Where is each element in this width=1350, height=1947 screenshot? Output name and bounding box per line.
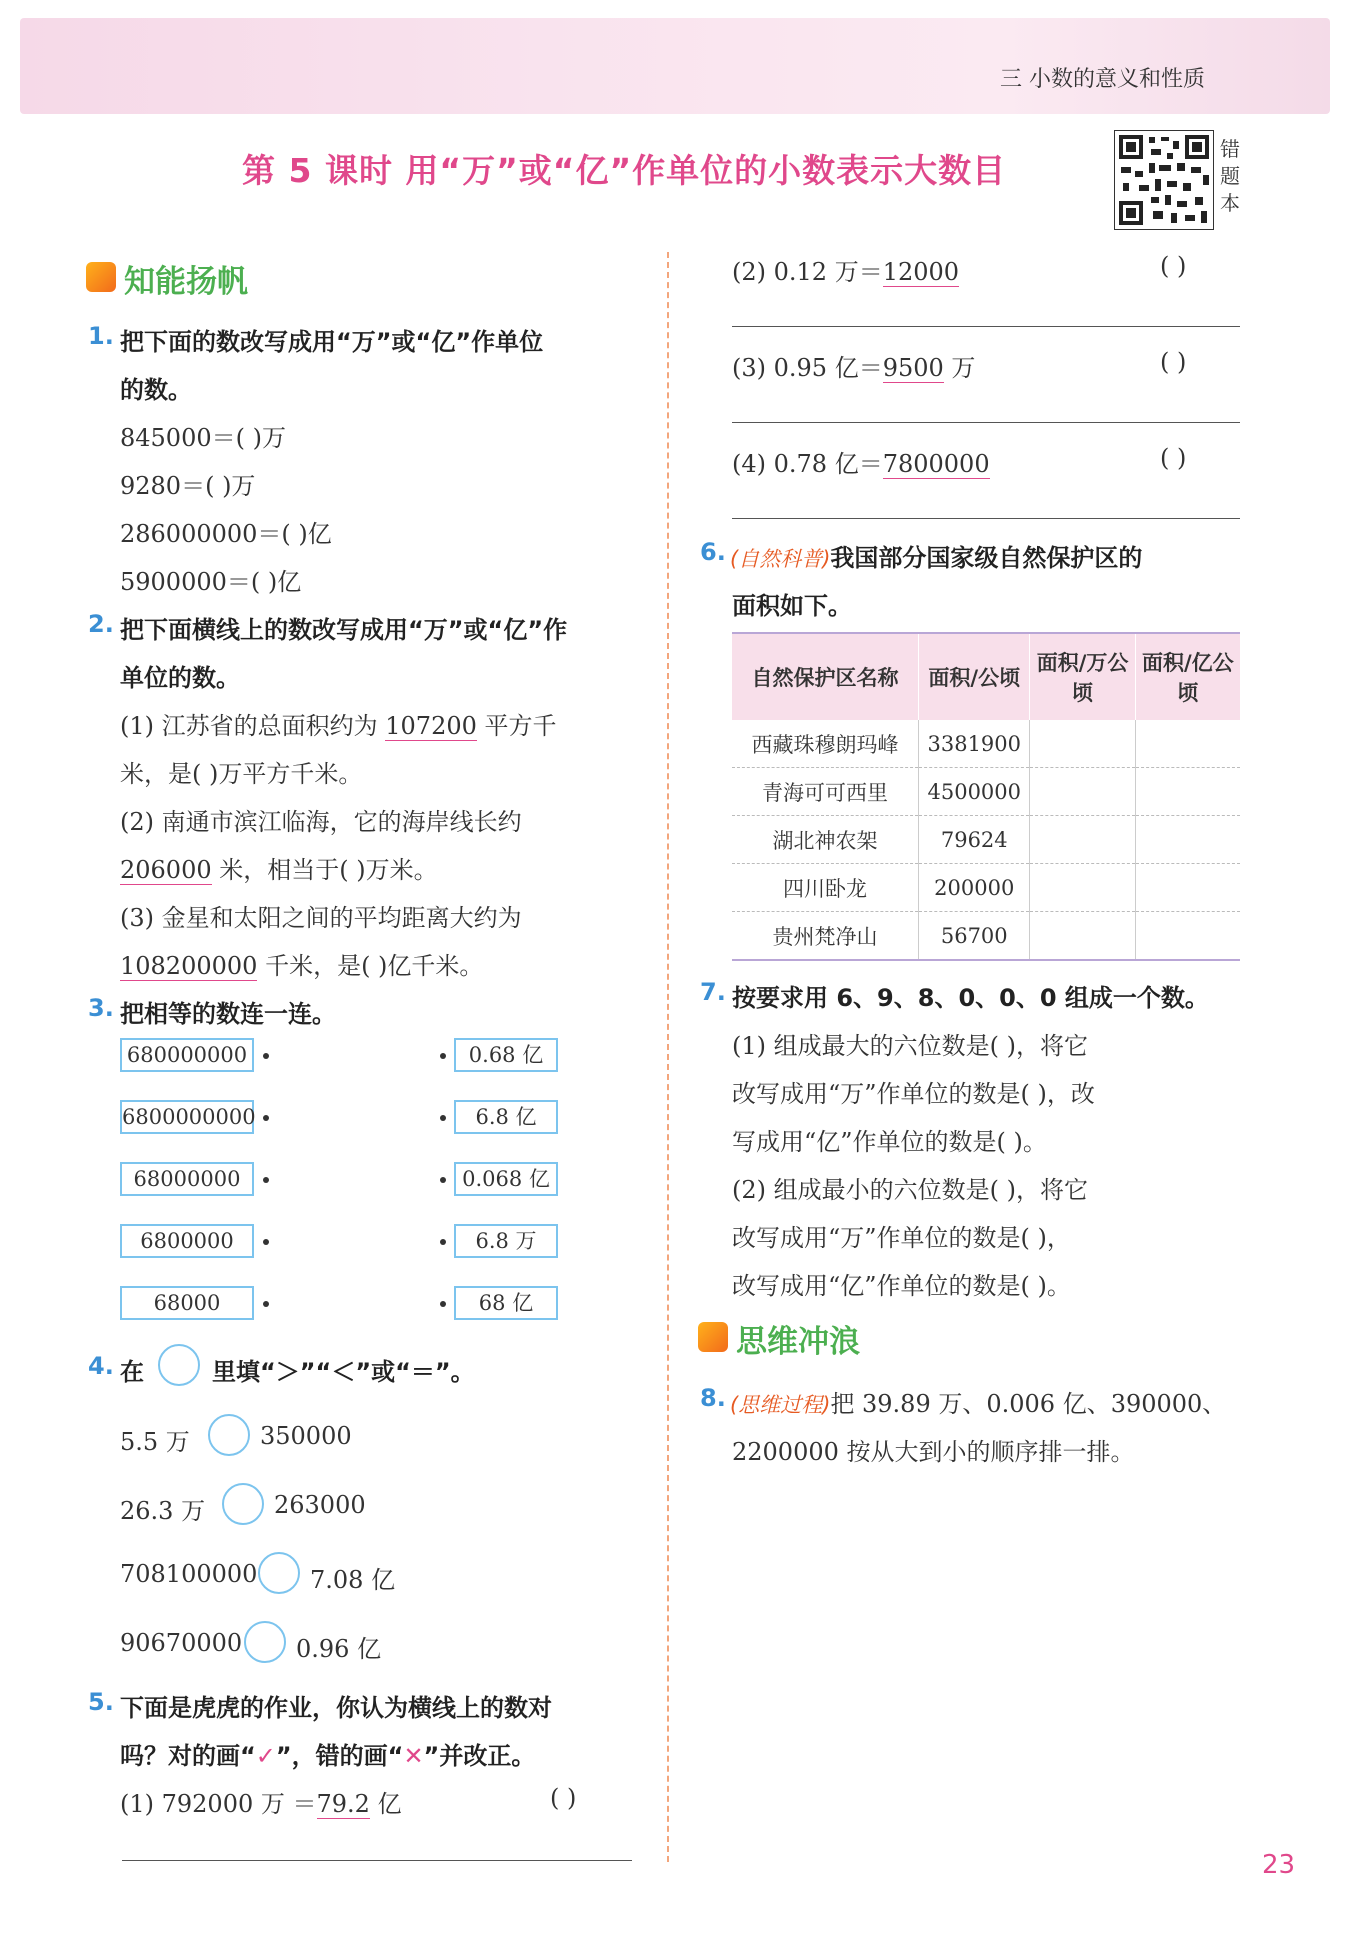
reserve-name: 贵州梵净山 <box>732 912 919 960</box>
answer-cell[interactable] <box>1030 768 1135 816</box>
q1-number: 1. <box>88 322 114 350</box>
match-dot[interactable] <box>440 1177 446 1183</box>
q6-number: 6. <box>700 538 726 566</box>
page-title: 第 5 课时 用“万”或“亿”作单位的小数表示大数目 <box>242 151 1007 190</box>
correction-line[interactable] <box>122 1860 632 1861</box>
answer-cell[interactable] <box>1135 768 1240 816</box>
q4-left-value: 26.3 万 <box>120 1497 206 1525</box>
q8-text-2: 2200000 按从大到小的顺序排一排。 <box>732 1438 1135 1466</box>
q2-text-2: 单位的数。 <box>120 664 240 692</box>
q4-text-b: 里填“＞”“＜”或“＝”。 <box>212 1358 475 1386</box>
match-left-box[interactable]: 68000000 <box>120 1162 254 1196</box>
chapter-label: 三 小数的意义和性质 <box>1000 67 1205 92</box>
q1-text: 把下面的数改写成用“万”或“亿”作单位 <box>120 328 544 356</box>
answer-cell[interactable] <box>1135 912 1240 960</box>
table-row <box>732 768 1240 816</box>
reserve-area-hectare: 56700 <box>919 912 1030 960</box>
answer-cell[interactable] <box>1030 864 1135 912</box>
q4-right-value: 263000 <box>274 1491 366 1519</box>
reserve-name: 四川卧龙 <box>732 864 919 912</box>
match-right-box[interactable]: 0.068 亿 <box>454 1162 558 1196</box>
match-right-box[interactable]: 0.68 亿 <box>454 1038 558 1072</box>
tag-science: (自然科普) <box>730 547 831 571</box>
table-header: 自然保护区名称 <box>732 634 919 720</box>
q7-line[interactable]: 改写成用“亿”作单位的数是( )。 <box>732 1272 1071 1300</box>
match-left-box[interactable]: 68000 <box>120 1286 254 1320</box>
match-dot[interactable] <box>440 1239 446 1245</box>
page-number: 23 <box>1262 1850 1296 1880</box>
q4-text-a: 在 <box>120 1358 144 1386</box>
answer-cell[interactable] <box>1030 720 1135 768</box>
answer-paren[interactable]: ( ) <box>1160 444 1187 472</box>
match-right-box[interactable]: 6.8 亿 <box>454 1100 558 1134</box>
q2-part-1-answer[interactable]: 米，是( )万平方千米。 <box>120 760 363 788</box>
qr-code-icon[interactable] <box>1114 130 1214 230</box>
q7-line[interactable]: 改写成用“万”作单位的数是( )，改 <box>732 1080 1095 1108</box>
underlined-number: 107200 <box>385 712 477 740</box>
q5-item-3: (3) 0.95 亿＝9500 万 <box>732 354 976 382</box>
q4-right-value: 350000 <box>260 1422 352 1450</box>
table-header: 面积/公顷 <box>919 634 1030 720</box>
q2-part-1: (1) 江苏省的总面积约为 107200 平方千 <box>120 712 557 740</box>
check-icon: ✓ <box>255 1742 276 1770</box>
match-right-box[interactable]: 6.8 万 <box>454 1224 558 1258</box>
q6-text: (自然科普)我国部分国家级自然保护区的 <box>730 544 1143 572</box>
q6-text-2: 面积如下。 <box>732 592 852 620</box>
q5-item-1: (1) 792000 万 ＝79.2 亿 <box>120 1790 402 1818</box>
q1-item[interactable]: 9280＝( )万 <box>120 472 256 500</box>
q7-line[interactable]: 写成用“亿”作单位的数是( )。 <box>732 1128 1047 1156</box>
q1-item[interactable]: 845000＝( )万 <box>120 424 286 452</box>
q7-line[interactable]: (1) 组成最大的六位数是( )，将它 <box>732 1032 1088 1060</box>
underlined-number: 7800000 <box>882 450 990 478</box>
q2-part-3: (3) 金星和太阳之间的平均距离大约为 <box>120 904 522 932</box>
q2-number: 2. <box>88 610 114 638</box>
q5-item-2: (2) 0.12 万＝12000 <box>732 258 960 286</box>
answer-cell[interactable] <box>1135 720 1240 768</box>
match-dot[interactable] <box>440 1301 446 1307</box>
table-header: 面积/万公顷 <box>1030 634 1135 720</box>
table-row <box>732 912 1240 960</box>
q7-line[interactable]: 改写成用“万”作单位的数是( )， <box>732 1224 1071 1252</box>
correction-line[interactable] <box>732 422 1240 423</box>
answer-cell[interactable] <box>1030 912 1135 960</box>
match-left-box[interactable]: 6800000000 <box>120 1100 254 1134</box>
q2-text: 把下面横线上的数改写成用“万”或“亿”作 <box>120 616 568 644</box>
q8-text: (思维过程)把 39.89 万、0.006 亿、390000、 <box>730 1390 1227 1418</box>
answer-cell[interactable] <box>1135 816 1240 864</box>
reserve-area-hectare: 4500000 <box>919 768 1030 816</box>
reserve-area-hectare: 3381900 <box>919 720 1030 768</box>
table-header: 面积/亿公顷 <box>1135 634 1240 720</box>
q3-number: 3. <box>88 994 114 1022</box>
compare-circle-icon <box>158 1344 200 1386</box>
table-row <box>732 720 1240 768</box>
match-dot[interactable] <box>440 1115 446 1121</box>
compare-circle[interactable] <box>208 1414 250 1456</box>
reserve-name: 西藏珠穆朗玛峰 <box>732 720 919 768</box>
q5-item-4: (4) 0.78 亿＝7800000 <box>732 450 990 478</box>
underlined-number: 12000 <box>882 258 960 286</box>
match-dot[interactable] <box>263 1115 269 1121</box>
match-dot[interactable] <box>263 1301 269 1307</box>
q7-number: 7. <box>700 978 726 1006</box>
section-siwei: 思维冲浪 <box>736 1324 860 1360</box>
q1-text-2: 的数。 <box>120 376 192 404</box>
q4-right-value: 0.96 亿 <box>296 1635 382 1663</box>
answer-cell[interactable] <box>1135 864 1240 912</box>
answer-paren[interactable]: ( ) <box>1160 252 1187 280</box>
underlined-number: 9500 <box>882 354 944 382</box>
q2-part-3-answer[interactable]: 108200000 千米，是( )亿千米。 <box>120 952 484 980</box>
reserve-area-hectare: 200000 <box>919 864 1030 912</box>
answer-cell[interactable] <box>1030 816 1135 864</box>
compare-circle[interactable] <box>244 1621 286 1663</box>
q1-item[interactable]: 286000000＝( )亿 <box>120 520 332 548</box>
answer-paren[interactable]: ( ) <box>1160 348 1187 376</box>
answer-paren[interactable]: ( ) <box>550 1784 577 1812</box>
q7-line[interactable]: (2) 组成最小的六位数是( )，将它 <box>732 1176 1088 1204</box>
reserve-name: 湖北神农架 <box>732 816 919 864</box>
reserve-table <box>732 632 1240 961</box>
q4-left-value: 90670000 <box>120 1629 243 1657</box>
match-dot[interactable] <box>263 1239 269 1245</box>
sail-icon <box>86 262 116 292</box>
q1-item[interactable]: 5900000＝( )亿 <box>120 568 302 596</box>
q5-text-2: 吗？对的画“✓”，错的画“✕”并改正。 <box>120 1742 536 1770</box>
wave-icon <box>698 1322 728 1352</box>
match-dot[interactable] <box>263 1177 269 1183</box>
tag-thinking: (思维过程) <box>730 1393 831 1417</box>
reserve-name: 青海可可西里 <box>732 768 919 816</box>
underlined-number: 206000 <box>120 856 212 884</box>
q5-number: 5. <box>88 1688 114 1716</box>
q8-number: 8. <box>700 1384 726 1412</box>
correction-line[interactable] <box>732 326 1240 327</box>
match-dot[interactable] <box>440 1053 446 1059</box>
match-left-box[interactable]: 6800000 <box>120 1224 254 1258</box>
table-row <box>732 864 1240 912</box>
q5-text: 下面是虎虎的作业，你认为横线上的数对 <box>120 1694 552 1722</box>
table-row <box>732 816 1240 864</box>
compare-circle[interactable] <box>258 1552 300 1594</box>
q2-part-2-answer[interactable]: 206000 米，相当于( )万米。 <box>120 856 438 884</box>
q4-right-value: 7.08 亿 <box>310 1566 396 1594</box>
q3-text: 把相等的数连一连。 <box>120 1000 336 1028</box>
section-zhineng: 知能扬帆 <box>124 264 248 300</box>
q4-left-value: 708100000 <box>120 1560 258 1588</box>
underlined-number: 108200000 <box>120 952 258 980</box>
underlined-number: 79.2 <box>316 1790 370 1818</box>
q2-part-2: (2) 南通市滨江临海，它的海岸线长约 <box>120 808 522 836</box>
qr-side-label: 错 题 本 <box>1220 137 1240 215</box>
reserve-area-hectare: 79624 <box>919 816 1030 864</box>
cross-icon: ✕ <box>403 1742 424 1770</box>
correction-line[interactable] <box>732 518 1240 519</box>
compare-circle[interactable] <box>222 1483 264 1525</box>
q4-number: 4. <box>88 1352 114 1380</box>
match-dot[interactable] <box>263 1053 269 1059</box>
q4-left-value: 5.5 万 <box>120 1428 190 1456</box>
match-right-box[interactable]: 68 亿 <box>454 1286 558 1320</box>
match-left-box[interactable]: 680000000 <box>120 1038 254 1072</box>
column-divider <box>667 252 669 1862</box>
q7-text: 按要求用 6、9、8、0、0、0 组成一个数。 <box>732 984 1209 1012</box>
